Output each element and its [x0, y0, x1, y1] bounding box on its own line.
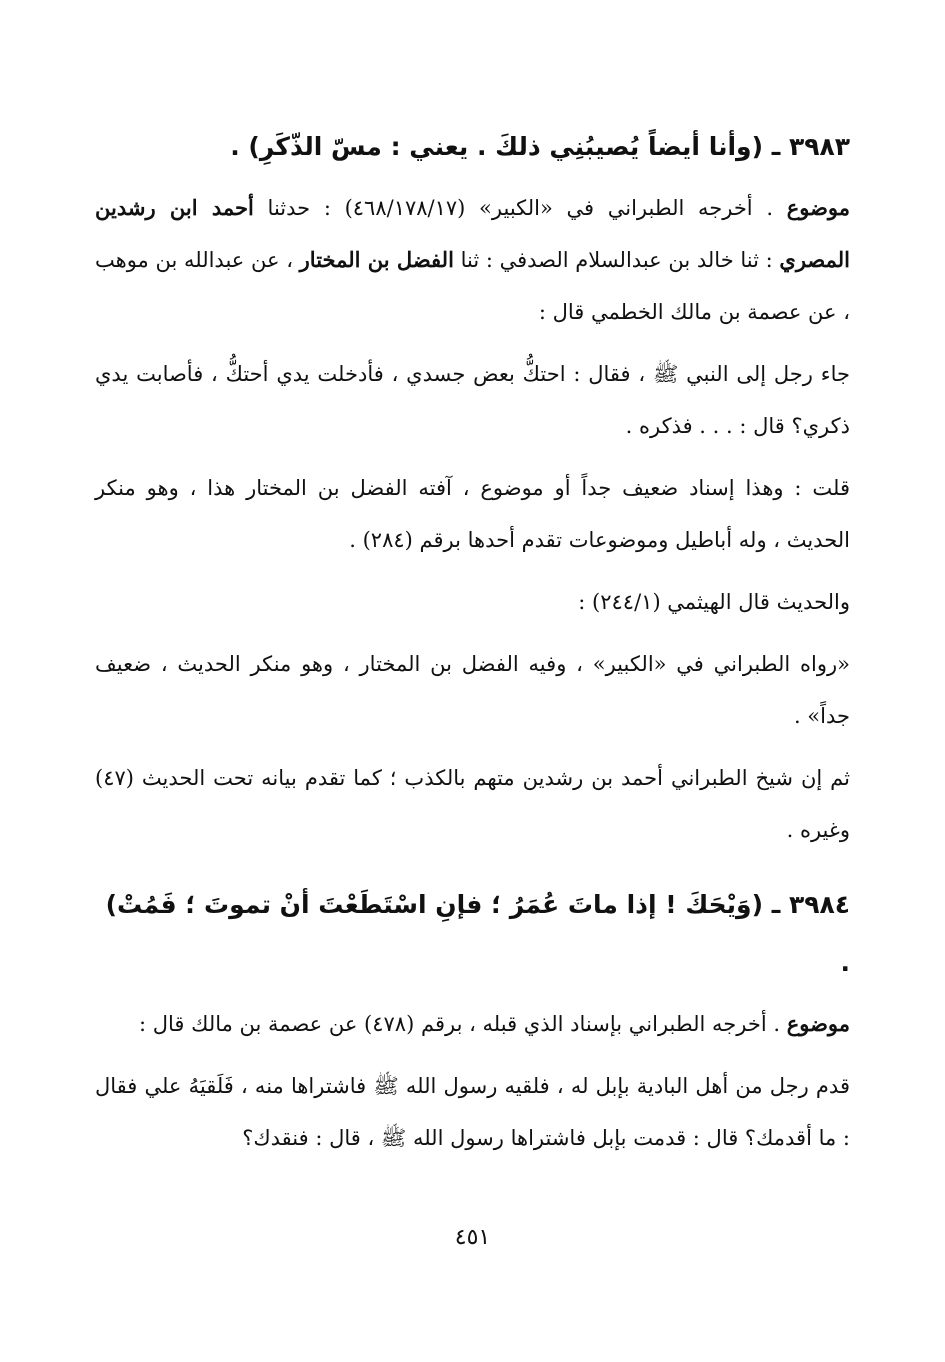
page-body: [95, 118, 850, 1174]
commentary-paragraph: ثم إن شيخ الطبراني أحمد بن رشدين متهم بالكذب ؛ كما تقدم بيانه تحت الحديث (٤٧) وغيره .: [95, 766, 851, 842]
commentary-paragraph: والحديث قال الهيثمي (٢٤٤/١) :: [578, 590, 850, 614]
takhrij-text: . أخرجه الطبراني بإسناد الذي قبله ، برقم (٤٧٨) عن عصمة بن مالك قال :: [139, 1012, 787, 1036]
hadith-heading-3983: ٣٩٨٣ ـ (وأنا أيضاً يُصيبُنِي ذلكَ . يعني : مسّ الذّكَرِ) .: [230, 132, 850, 161]
takhrij-text-part-1: . أخرجه الطبراني في «الكبير» (٤٦٨/١٧٨/١٧) : حدثنا: [253, 196, 787, 220]
verdict-label: موضوع: [786, 195, 850, 220]
takhrij-paragraph: [95, 182, 850, 338]
page-number: ٤٥١: [454, 1225, 491, 1250]
takhrij-text-part-3: ، عن عبدالله بن موهب ، عن عصمة بن مالك الخطمي قال :: [95, 248, 850, 324]
narrator-name-bold: أحمد ابن رشدين المصري: [95, 195, 850, 272]
hadith-text-paragraph: جاء رجل إلى النبي ﷺ ، فقال : احتكُّ بعض جسدي ، فأدخلت يدي أحتكُّ ، فأصابت يدي ذكري؟ قال : . . . فذكره .: [95, 362, 850, 438]
takhrij-paragraph: [95, 998, 850, 1050]
hadith-heading-3984: ٣٩٨٤ ـ (وَيْحَكَ ! إذا ماتَ عُمَرُ ؛ فإنِ اسْتَطَعْتَ أنْ تموتَ ؛ فَمُتْ) .: [105, 890, 850, 977]
narrator-name-bold: الفضل بن المختار: [299, 247, 454, 272]
verdict-label: موضوع: [786, 1011, 850, 1036]
takhrij-text-part-2: : ثنا خالد بن عبدالسلام الصدفي : ثنا: [453, 248, 780, 272]
commentary-paragraph: قلت : وهذا إسناد ضعيف جداً أو موضوع ، آفته الفضل بن المختار هذا ، وهو منكر الحديث ، وله أباطيل وموضوعات تقدم أحدها برقم (٢٨٤) .: [95, 476, 850, 552]
quoted-paragraph: «رواه الطبراني في «الكبير» ، وفيه الفضل بن المختار ، وهو منكر الحديث ، ضعيف جداً» .: [95, 652, 850, 728]
hadith-text-paragraph: قدم رجل من أهل البادية بإبل له ، فلقيه رسول الله ﷺ فاشتراها منه ، فَلَقيَهُ علي فقال : ما أقدمك؟ قال : قدمت بإبل فاشتراها رسول الله ﷺ ، قال : فنقدك؟: [95, 1074, 850, 1150]
